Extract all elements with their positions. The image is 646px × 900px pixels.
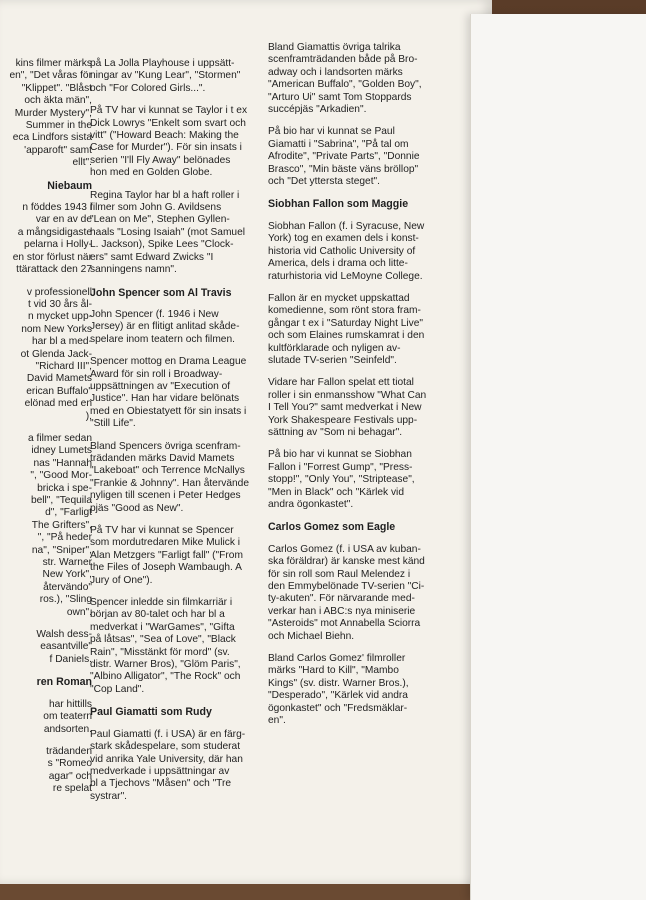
paragraph: Bland Carlos Gomez' filmroller märks "Hard to Kill", "Mambo Kings" (sv. distr. Warner Bros.), "Desperado", "Kärlek vid andra ögonkastet" och "Fredsmäklar- en". bbox=[268, 653, 409, 727]
paragraph: Bland Giamattis övriga talrika scenframträdanden både på Bro- adway och i landsorten märks "American Buffalo", "Golden Boy", "Arturo Ui" samt Tom Stoppards succépjäs "Arkadien". bbox=[268, 42, 422, 116]
text-column-3 bbox=[268, 42, 444, 738]
paragraph: Bland Spencers övriga scenfram- trädanden märks David Mamets "Lakeboat" och Terrence McNallys "Frankie & Johnny". Han återvände nyligen till scenen i Peter Hedges pjäs "Good as New". bbox=[90, 440, 250, 514]
paragraph: På bio har vi kunnat se Siobhan Fallon i "Forrest Gump", "Press- stopp!", "Only You", "Striptease", "Men in Black" och "Kärlek vid andra ögonkastet". bbox=[268, 449, 415, 510]
text-column-2 bbox=[90, 58, 256, 813]
paragraph: a filmer sedan idney Lumets nas "Hannah ", "Good Mor- bricka i spe- bell", "Tequila d", "Farligt The Grifters", ", "På heder na", "Sniper", str. Warner New York", återvändo" ros.), "Sling own". bbox=[28, 432, 92, 618]
paragraph: Fallon är en mycket uppskattad komedienne, som rönt stora fram- gångar t ex i "Saturday Night Live" och som Elaines rumskamrat i den kultförklarade och nyligen av- slutade TV-serien "Seinfeld". bbox=[268, 292, 425, 366]
paragraph: v professionell t vid 30 års ål- n mycket upp- nom New Yorks har bl a med- ot Glenda Jack- "Richard III", David Mamets erican Buffalo" elönad med en ). bbox=[20, 286, 92, 422]
paragraph: har hittills om teatern andsorten. bbox=[43, 698, 92, 735]
text-column-1 bbox=[0, 58, 92, 806]
paragraph: trädanden s "Romeo agar" och re spelat bbox=[46, 745, 92, 795]
paragraph: På TV har vi kunnat se Taylor i t ex Dick Lowrys "Enkelt som svart och vitt" ("Howard Beach: Making the Case for Murder"). För sin insats i serien "I'll Fly Away" belönades hon med en Golden Globe. bbox=[90, 105, 248, 179]
paragraph: Vidare har Fallon spelat ett tiotal roller i sin enmansshow "What Can I Tell You?" samt medverkat i New York Shakespeare Festivals upp- sättning av "Som ni behagar". bbox=[268, 377, 427, 438]
paragraph: Spencer inledde sin filmkarriär i början av 80-talet och har bl a medverkat i "WarGames", "Gifta på låtsas", "Sea of Love", "Black Rain", "Misstänkt för mord" (sv. distr. Warner Bros), "Glöm Paris", "Albino Alligator", "The Rock" och "Cop Land". bbox=[90, 597, 241, 695]
paragraph: n föddes 1943 i var en av de a mångsidigaste pelarna i Holly- en stor förlust när ttärattack den 27 bbox=[12, 202, 92, 276]
paragraph: på La Jolla Playhouse i uppsätt- ningar av "Kung Lear", "Stormen" och "For Colored Girls...". bbox=[90, 58, 241, 94]
document-page-right bbox=[470, 14, 646, 900]
paragraph: På TV har vi kunnat se Spencer som mordutredaren Mike Mulick i Alan Metzgers "Farligt fall" ("From the Files of Joseph Wambaugh. A Jury of One"). bbox=[90, 525, 243, 586]
paragraph: På bio har vi kunnat se Paul Giamatti i "Sabrina", "På tal om Afrodite", "Private Parts", "Donnie Brasco", "Min bäste väns bröllop" och "Det yttersta steget". bbox=[268, 126, 420, 188]
section-heading: Paul Giamatti som Rudy bbox=[90, 706, 212, 719]
section-heading: John Spencer som Al Travis bbox=[90, 286, 232, 299]
paragraph: John Spencer (f. 1946 i New Jersey) är en flitigt anlitad skåde- spelare inom teatern och filmen. bbox=[90, 308, 240, 345]
section-heading: ren Roman bbox=[36, 676, 92, 689]
paragraph: Carlos Gomez (f. i USA av kuban- ska föräldrar) är kanske mest känd för sin roll som Raul Melendez i den Emmybelönade TV-serien "Ci- ty-akuten". För närvarande med- verkar han i ABC:s nya miniserie "Asteroids" mot Annabella Sciorra och Michael Biehn. bbox=[268, 543, 425, 642]
section-heading: Carlos Gomez som Eagle bbox=[268, 521, 396, 534]
section-heading: Siobhan Fallon som Maggie bbox=[268, 198, 409, 211]
paragraph: Paul Giamatti (f. i USA) är en färg- stark skådespelare, som studerat vid anrika Yale University, där han medverkade i uppsättningar av bl a Tjechovs "Måsen" och "Tre systrar". bbox=[90, 728, 246, 802]
paragraph: Regina Taylor har bl a haft roller i filmer som John G. Avildsens "Lean on Me", Stephen Gyllen- haals "Losing Isaiah" (mot Samuel L. Jackson), Spike Lees "Clock- ers" samt Edward Zwicks "I sanningens namn". bbox=[90, 189, 246, 276]
paragraph: Spencer mottog en Drama League Award för sin roll i Broadway- uppsättningen av "Execution of Justice". Han har vidare belönats med en Obiestatyett för sin insats i "Still Life". bbox=[90, 356, 247, 430]
paragraph: Walsh dess- easantville" f Daniels. bbox=[36, 629, 92, 665]
paragraph: kins filmer märks en", "Det våras för "Klippet". "Blåst och äkta män", Murder Mystery", Summer in the eca Lindfors sista 'apparoft" samt ellt". bbox=[9, 58, 92, 169]
section-heading: Niebaum bbox=[47, 179, 92, 192]
paragraph: Siobhan Fallon (f. i Syracuse, New York) tog en examen dels i konst- historia vid Catholic University of America, dels i drama och litte- raturhistoria vid LeMoyne College. bbox=[268, 220, 425, 282]
